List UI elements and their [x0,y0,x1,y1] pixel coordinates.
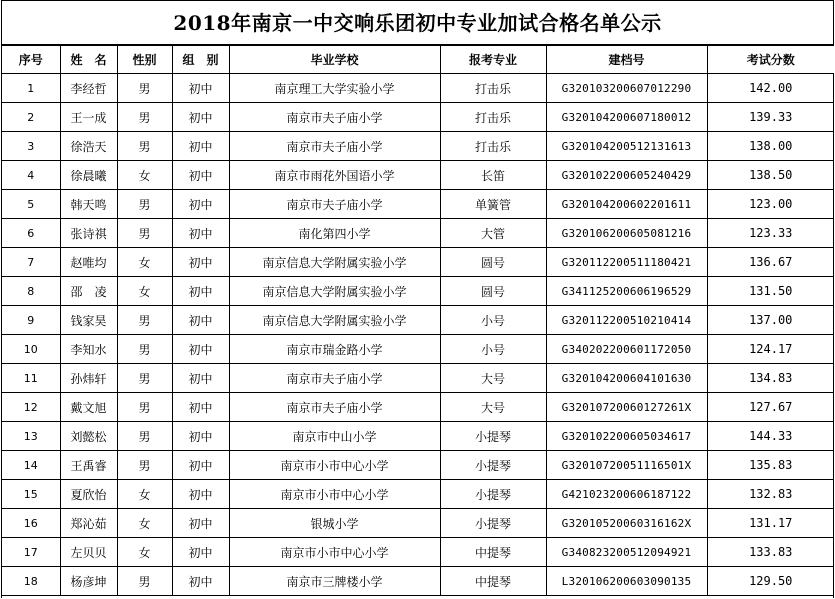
cell-file-no: G320104200607180012 [546,103,707,132]
cell-name: 徐晨曦 [60,161,117,190]
cell-no: 2 [2,103,60,132]
cell-group: 初中 [172,480,229,509]
cell-group: 初中 [172,538,229,567]
cell-school: 南京市夫子庙小学 [229,190,440,219]
cell-file-no: G340823200512094921 [546,538,707,567]
cell-gender: 男 [117,132,172,161]
cell-group: 初中 [172,509,229,538]
cell-school: 南京市小市中心小学 [229,451,440,480]
cell-no: 17 [2,538,60,567]
table-row [2,393,834,422]
table-row [2,190,834,219]
cell-group: 初中 [172,364,229,393]
cell-school: 南京市夫子庙小学 [229,393,440,422]
table-row [2,219,834,248]
cell-name: 戴文旭 [60,393,117,422]
cell-no: 11 [2,364,60,393]
cell-no: 16 [2,509,60,538]
cell-group: 初中 [172,219,229,248]
header-row [2,46,834,74]
cell-school: 南京市小市中心小学 [229,480,440,509]
cell-file-no: G320104200602201611 [546,190,707,219]
table-row [2,103,834,132]
cell-score: 137.00 [707,306,834,335]
cell-group: 初中 [172,161,229,190]
table-row [2,132,834,161]
header-gender: 性别 [117,46,172,74]
page-title: 2018年南京一中交响乐团初中专业加试合格名单公示 [2,1,833,45]
cell-gender: 女 [117,277,172,306]
cell-major: 小号 [440,335,546,364]
cell-name: 李知水 [60,335,117,364]
cell-file-no: G320103200607012290 [546,74,707,103]
cell-school: 南京市夫子庙小学 [229,364,440,393]
cell-gender: 男 [117,190,172,219]
cell-gender: 男 [117,74,172,103]
cell-school: 银城小学 [229,509,440,538]
cell-file-no: G320102200605034617 [546,422,707,451]
header-major: 报考专业 [440,46,546,74]
cell-school: 南京信息大学附属实验小学 [229,306,440,335]
cell-school: 南化第四小学 [229,219,440,248]
cell-no: 12 [2,393,60,422]
cell-school: 南京市中山小学 [229,422,440,451]
cell-score: 133.83 [707,538,834,567]
cell-school: 南京市雨花外国语小学 [229,161,440,190]
cell-major: 小提琴 [440,509,546,538]
result-sheet [1,0,834,598]
cell-school: 南京市夫子庙小学 [229,132,440,161]
cell-no: 7 [2,248,60,277]
cell-score: 124.17 [707,335,834,364]
cell-score: 142.00 [707,74,834,103]
cell-no: 13 [2,422,60,451]
cell-gender: 男 [117,451,172,480]
cell-no: 4 [2,161,60,190]
table-row [2,538,834,567]
cell-no: 10 [2,335,60,364]
cell-name: 李经哲 [60,74,117,103]
cell-no: 14 [2,451,60,480]
cell-file-no: G320106200605081216 [546,219,707,248]
cell-score: 123.33 [707,219,834,248]
cell-name: 徐浩天 [60,132,117,161]
cell-gender: 男 [117,219,172,248]
cell-major: 小提琴 [440,480,546,509]
cell-group: 初中 [172,103,229,132]
cell-score: 131.17 [707,509,834,538]
cell-major: 打击乐 [440,103,546,132]
cell-score: 131.50 [707,277,834,306]
cell-group: 初中 [172,422,229,451]
table-row [2,277,834,306]
cell-score: 135.83 [707,451,834,480]
cell-score: 127.67 [707,393,834,422]
cell-major: 中提琴 [440,567,546,596]
cell-score: 138.50 [707,161,834,190]
table-row [2,567,834,596]
cell-file-no: G421023200606187122 [546,480,707,509]
cell-no: 15 [2,480,60,509]
cell-gender: 女 [117,509,172,538]
cell-no: 9 [2,306,60,335]
cell-school: 南京市三牌楼小学 [229,567,440,596]
cell-school: 南京理工大学实验小学 [229,74,440,103]
cell-group: 初中 [172,335,229,364]
header-no: 序号 [2,46,60,74]
cell-group: 初中 [172,451,229,480]
cell-group: 初中 [172,190,229,219]
cell-file-no: G32010720051116501X [546,451,707,480]
cell-score: 138.00 [707,132,834,161]
header-group: 组 别 [172,46,229,74]
header-file-no: 建档号 [546,46,707,74]
cell-major: 大号 [440,393,546,422]
cell-no: 18 [2,567,60,596]
cell-file-no: G320112200510210414 [546,306,707,335]
cell-gender: 男 [117,422,172,451]
header-name: 姓 名 [60,46,117,74]
cell-major: 中提琴 [440,538,546,567]
cell-name: 孙炜轩 [60,364,117,393]
cell-group: 初中 [172,567,229,596]
cell-school: 南京市夫子庙小学 [229,103,440,132]
table-row [2,422,834,451]
cell-major: 大号 [440,364,546,393]
cell-file-no: G32010520060316162X [546,509,707,538]
table-body [2,74,834,596]
cell-school: 南京信息大学附属实验小学 [229,277,440,306]
cell-file-no: G320104200512131613 [546,132,707,161]
cell-score: 132.83 [707,480,834,509]
cell-file-no: G320112200511180421 [546,248,707,277]
cell-name: 左贝贝 [60,538,117,567]
cell-major: 小提琴 [440,451,546,480]
header-school: 毕业学校 [229,46,440,74]
cell-file-no: G32010720060127261X [546,393,707,422]
cell-score: 144.33 [707,422,834,451]
table-row [2,306,834,335]
table-row [2,480,834,509]
cell-gender: 女 [117,538,172,567]
cell-major: 小提琴 [440,422,546,451]
cell-score: 129.50 [707,567,834,596]
cell-school: 南京信息大学附属实验小学 [229,248,440,277]
cell-gender: 男 [117,103,172,132]
cell-major: 打击乐 [440,74,546,103]
cell-score: 136.67 [707,248,834,277]
table-row [2,248,834,277]
cell-major: 大管 [440,219,546,248]
cell-file-no: G320102200605240429 [546,161,707,190]
cell-no: 5 [2,190,60,219]
cell-gender: 男 [117,335,172,364]
cell-name: 杨彦坤 [60,567,117,596]
table-row [2,74,834,103]
cell-no: 6 [2,219,60,248]
cell-name: 王禹睿 [60,451,117,480]
cell-name: 刘懿松 [60,422,117,451]
table-row [2,161,834,190]
cell-school: 南京市瑞金路小学 [229,335,440,364]
cell-group: 初中 [172,277,229,306]
cell-gender: 男 [117,306,172,335]
cell-gender: 男 [117,364,172,393]
cell-name: 钱家昊 [60,306,117,335]
cell-gender: 女 [117,161,172,190]
cell-school: 南京市小市中心小学 [229,538,440,567]
cell-major: 单簧管 [440,190,546,219]
results-table [2,45,834,596]
cell-score: 139.33 [707,103,834,132]
cell-file-no: G320104200604101630 [546,364,707,393]
cell-name: 郑沁茹 [60,509,117,538]
table-row [2,335,834,364]
cell-name: 赵唯均 [60,248,117,277]
cell-group: 初中 [172,74,229,103]
cell-name: 张诗祺 [60,219,117,248]
cell-group: 初中 [172,393,229,422]
cell-gender: 女 [117,480,172,509]
cell-gender: 男 [117,567,172,596]
cell-file-no: G340202200601172050 [546,335,707,364]
cell-file-no: G341125200606196529 [546,277,707,306]
cell-major: 圆号 [440,248,546,277]
cell-no: 8 [2,277,60,306]
cell-name: 王一成 [60,103,117,132]
cell-group: 初中 [172,248,229,277]
cell-major: 长笛 [440,161,546,190]
table-row [2,364,834,393]
cell-no: 3 [2,132,60,161]
cell-name: 韩天鸣 [60,190,117,219]
cell-major: 打击乐 [440,132,546,161]
cell-major: 圆号 [440,277,546,306]
cell-gender: 女 [117,248,172,277]
cell-group: 初中 [172,306,229,335]
cell-name: 邵 凌 [60,277,117,306]
cell-score: 123.00 [707,190,834,219]
header-score: 考试分数 [707,46,834,74]
cell-major: 小号 [440,306,546,335]
cell-group: 初中 [172,132,229,161]
cell-gender: 男 [117,393,172,422]
cell-name: 夏欣怡 [60,480,117,509]
table-row [2,509,834,538]
cell-file-no: L320106200603090135 [546,567,707,596]
table-row [2,451,834,480]
cell-score: 134.83 [707,364,834,393]
cell-no: 1 [2,74,60,103]
